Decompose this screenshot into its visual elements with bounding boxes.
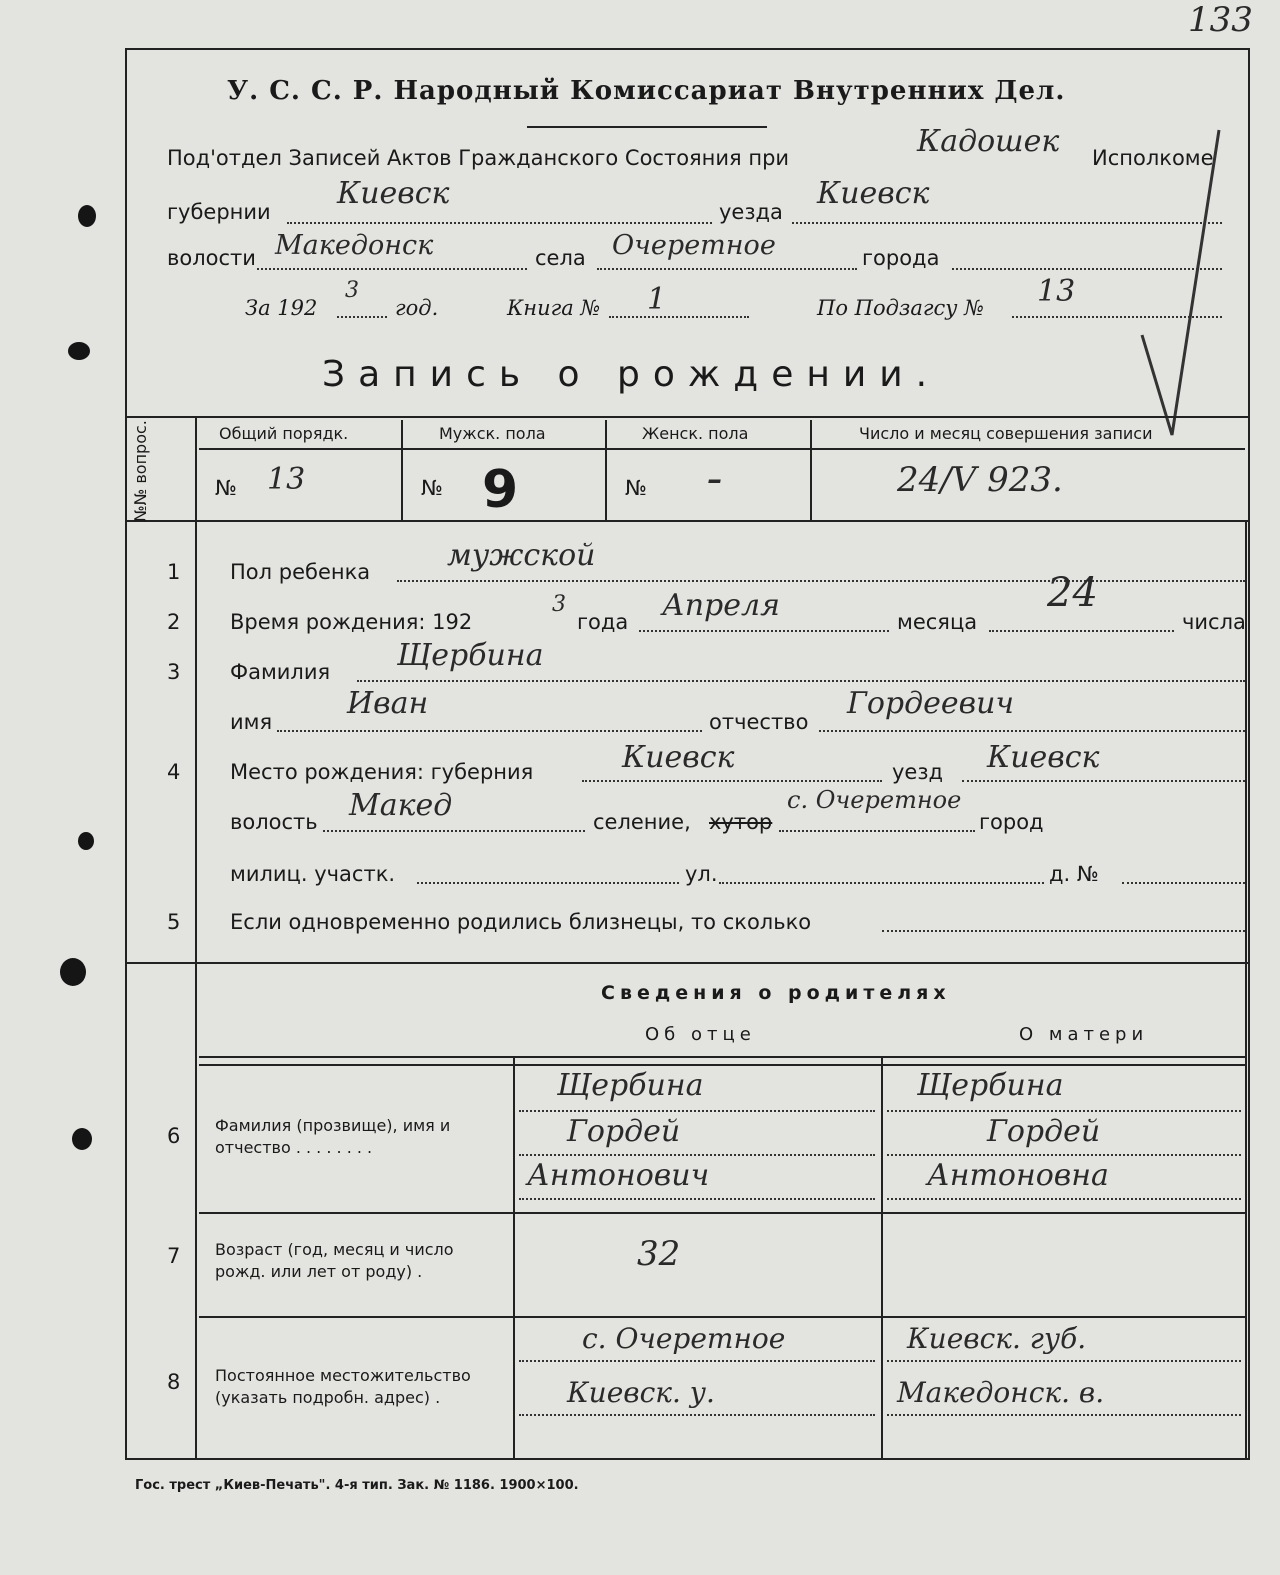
father-column-header: Об отце: [645, 1024, 756, 1045]
year-suffix: год.: [395, 296, 439, 320]
birthplace-gorod-label: город: [979, 810, 1044, 834]
birth-record-form: [125, 48, 1250, 1460]
mother-surname: Щербина: [917, 1068, 1064, 1103]
year-value: 3: [345, 278, 359, 303]
table-border: [199, 1064, 1245, 1066]
table-border: [199, 1316, 1245, 1318]
mother-column-header: О матери: [1019, 1024, 1149, 1045]
father-surname: Щербина: [557, 1068, 704, 1103]
birth-day-value: 24: [1047, 570, 1098, 616]
house-line: [1122, 882, 1245, 884]
gubernia-value: Киевск: [337, 176, 450, 211]
punch-hole: [60, 958, 86, 986]
col-female: Женск. пола: [642, 424, 749, 443]
selo-line: [597, 268, 857, 270]
table-border: [1245, 520, 1247, 1460]
volost-label: волости: [167, 246, 256, 270]
birthplace-uezd-value: Киевск: [987, 740, 1100, 775]
mother-addr-2: Македонск. в.: [897, 1376, 1105, 1409]
father-fio-line-3: [519, 1198, 875, 1200]
birth-time-label: Время рождения: 192: [230, 610, 473, 634]
father-patronymic: Антонович: [527, 1158, 710, 1193]
selo-value: Очеретное: [612, 230, 776, 261]
punch-hole: [68, 342, 90, 360]
question-number: 2: [167, 610, 181, 634]
given-name-line: [277, 730, 702, 732]
mother-addr-1: Киевск. губ.: [907, 1322, 1087, 1355]
subzags-value: 13: [1037, 274, 1076, 309]
selenie-value: с. Очеретное: [787, 786, 962, 814]
table-border: [199, 1056, 1245, 1058]
militsia-label: милиц. участк.: [230, 862, 396, 886]
birthplace-gub-value: Киевск: [622, 740, 735, 775]
child-sex-line: [397, 580, 1245, 582]
question-number: 8: [167, 1370, 181, 1394]
father-addr-2: Киевск. у.: [567, 1376, 715, 1409]
table-border: [127, 416, 1248, 418]
table-border: [810, 420, 812, 520]
given-name-label: имя: [230, 710, 273, 734]
table-border: [401, 420, 403, 520]
punch-hole: [72, 1128, 92, 1150]
surname-label: Фамилия: [230, 660, 331, 684]
surname-value: Щербина: [397, 638, 544, 673]
patronymic-line: [819, 730, 1245, 732]
selenie-line: [779, 830, 975, 832]
volost-value: Македонск: [275, 230, 434, 261]
subzags-label: По Подзагсу №: [817, 296, 984, 320]
father-name: Гордей: [567, 1114, 681, 1149]
subdept-suffix: Исполкоме: [1092, 146, 1214, 170]
given-name-value: Иван: [347, 686, 429, 721]
no-sign: №: [215, 476, 237, 500]
volost-line: [257, 268, 527, 270]
subdept-label: Под'отдел Записей Актов Гражданского Состояния при: [167, 146, 790, 170]
table-border: [195, 416, 197, 1460]
patronymic-label: отчество: [709, 710, 809, 734]
book-value: 1: [647, 282, 667, 317]
gubernia-label: губернии: [167, 200, 271, 224]
birth-month-value: Апреля: [662, 588, 780, 623]
year-word: года: [577, 610, 629, 634]
age-label-2: рожд. или лет от роду) .: [215, 1262, 423, 1281]
question-number: 6: [167, 1124, 181, 1148]
birthplace-label: Место рождения: губерния: [230, 760, 534, 784]
record-title: Запись о рождении.: [322, 354, 941, 395]
subdept-value: Кадошек: [917, 124, 1060, 159]
col-male: Мужск. пола: [439, 424, 546, 443]
birthplace-volost-label: волость: [230, 810, 318, 834]
table-border: [513, 1056, 515, 1458]
gubernia-line: [287, 222, 712, 224]
table-border: [199, 1212, 1245, 1214]
birthplace-uezd-line: [962, 780, 1245, 782]
birth-year-value: 3: [552, 592, 566, 617]
age-label: Возраст (год, месяц и число: [215, 1240, 454, 1259]
title-underline: [527, 126, 767, 128]
question-number: 4: [167, 760, 181, 784]
record-date-value: 24/V 923.: [897, 460, 1063, 500]
no-sign: №: [625, 476, 647, 500]
father-addr-1: с. Очеретное: [582, 1322, 786, 1355]
birth-month-line: [639, 630, 889, 632]
month-word: месяца: [897, 610, 978, 634]
khutor-label: хутор: [709, 810, 773, 834]
printer-imprint: Гос. трест „Киев-Печать". 4-я тип. Зак. № 1186. 1900×100.: [135, 1478, 579, 1493]
uezd-label: уезда: [719, 200, 783, 224]
table-border: [605, 420, 607, 520]
mother-addr-line-1: [887, 1360, 1241, 1362]
book-label: Книга №: [507, 296, 601, 320]
fio-label-2: отчество . . . . . . . .: [215, 1138, 373, 1157]
child-sex-value: мужской: [447, 538, 596, 573]
fio-label: Фамилия (прозвище), имя и: [215, 1116, 451, 1135]
birthplace-volost-line: [323, 830, 585, 832]
mother-fio-line-3: [887, 1198, 1241, 1200]
twins-label: Если одновременно родились близнецы, то сколько: [230, 910, 812, 934]
question-number: 1: [167, 560, 181, 584]
mother-name: Гордей: [987, 1114, 1101, 1149]
checkmark-icon: [1117, 120, 1227, 440]
no-sign: №: [421, 476, 443, 500]
birthplace-gub-line: [582, 780, 882, 782]
section-divider: [127, 962, 1248, 964]
patronymic-value: Гордеевич: [847, 686, 1015, 721]
day-word: числа: [1182, 610, 1246, 634]
surname-line: [357, 680, 1245, 682]
punch-hole: [78, 832, 94, 850]
residence-label-2: (указать подробн. адрес) .: [215, 1388, 441, 1407]
selenie-label: селение,: [593, 810, 691, 834]
mother-patronymic: Антоновна: [927, 1158, 1109, 1193]
street-label: ул.: [685, 862, 718, 886]
year-line: [337, 316, 387, 318]
mother-fio-line-1: [887, 1110, 1241, 1112]
table-border: [881, 1056, 883, 1458]
question-number: 7: [167, 1244, 181, 1268]
question-number: 3: [167, 660, 181, 684]
parents-heading: Сведения о родителях: [601, 982, 951, 1004]
general-order-value: 13: [267, 462, 306, 497]
col-record-date: Число и месяц совершения записи: [859, 424, 1153, 443]
mother-addr-line-2: [887, 1414, 1241, 1416]
corner-mark: 133: [1188, 0, 1253, 40]
selo-label: села: [535, 246, 586, 270]
twins-line: [882, 930, 1245, 932]
birth-day-line: [989, 630, 1174, 632]
female-count-value: –: [707, 462, 722, 497]
street-line: [719, 882, 1044, 884]
father-age-value: 32: [637, 1234, 681, 1274]
house-label: д. №: [1049, 862, 1099, 886]
book-line: [609, 316, 749, 318]
father-addr-line-1: [519, 1360, 875, 1362]
residence-label: Постоянное местожительство: [215, 1366, 471, 1385]
ministry-title: У. С. С. Р. Народный Комиссариат Внутренних Дел.: [227, 76, 1066, 106]
table-border: [199, 448, 1245, 450]
gorod-label: города: [862, 246, 940, 270]
male-count-value: 9: [482, 460, 519, 520]
question-number: 5: [167, 910, 181, 934]
militsia-line: [417, 882, 679, 884]
col-general-order: Общий порядк.: [219, 424, 349, 443]
table-border: [127, 520, 1248, 522]
birthplace-uezd-label: уезд: [892, 760, 944, 784]
uezd-value: Киевск: [817, 176, 930, 211]
year-label: За 192: [245, 296, 318, 320]
child-sex-label: Пол ребенка: [230, 560, 371, 584]
birthplace-volost-value: Макед: [349, 788, 453, 823]
question-number-header: №№ вопрос.: [131, 420, 150, 522]
father-fio-line-1: [519, 1110, 875, 1112]
punch-hole: [78, 205, 96, 227]
father-addr-line-2: [519, 1414, 875, 1416]
mother-fio-line-2: [887, 1154, 1241, 1156]
father-fio-line-2: [519, 1154, 875, 1156]
